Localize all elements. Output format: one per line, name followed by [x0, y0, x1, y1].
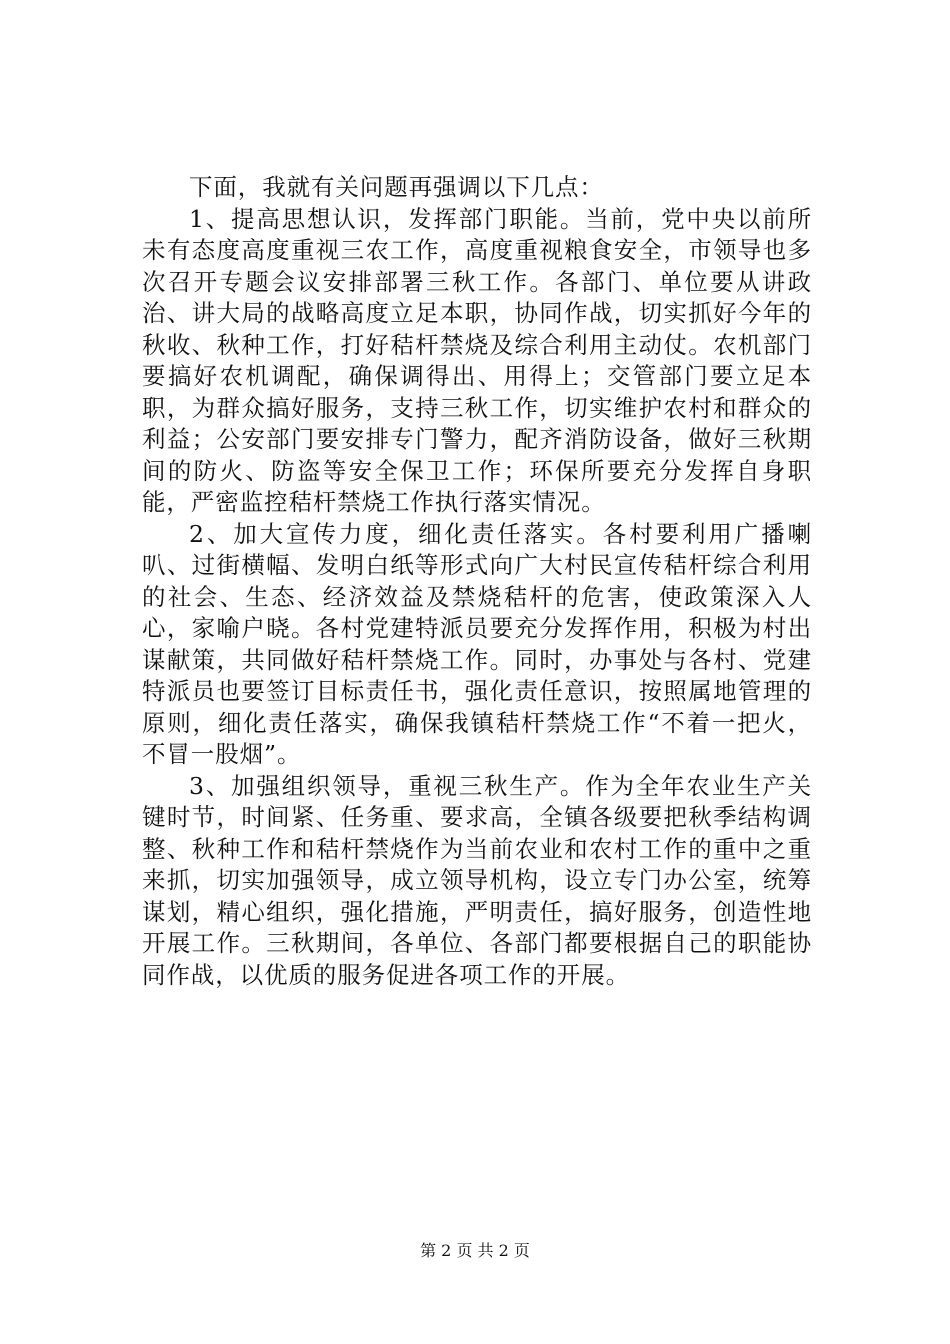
paragraph-point-3: 3、加强组织领导，重视三秋生产。作为全年农业生产关键时节，时间紧、任务重、要求高，全镇各级要把秋季结构调整、秋种工作和秸杆禁烧作为当前农业和农村工作的重中之重来抓，切实加强领导，成立领导机构，设立专门办公室，统筹谋划，精心组织，强化措施，严明责任，搞好服务，创造性地开展工作。三秋期间，各单位、各部门都要根据自己的职能协同作战，以优质的服务促进各项工作的开展。 — [142, 771, 812, 989]
paragraph-intro: 下面，我就有关问题再强调以下几点： — [189, 173, 604, 201]
paragraph-point-1: 1、提高思想认识，发挥部门职能。当前，党中央以前所未有态度高度重视三农工作，高度重视粮食安全，市领导也多次召开专题会议安排部署三秋工作。各部门、单位要从讲政治、讲大局的战略高度立足本职，协同作战，切实抓好今年的秋收、秋种工作，打好秸杆禁烧及综合利用主动仗。农机部门要搞好农机调配，确保调得出、用得上；交管部门要立足本职，为群众搞好服务，支持三秋工作，切实维护农村和群众的利益；公安部门要安排专门警力，配齐消防设备，做好三秋期间的防火、防盗等安全保卫工作；环保所要充分发挥自身职能，严密监控秸杆禁烧工作执行落实情况。 — [142, 204, 812, 516]
paragraph-point-2: 2、加大宣传力度，细化责任落实。各村要利用广播喇叭、过街横幅、发明白纸等形式向广大村民宣传秸杆综合利用的社会、生态、经济效益及禁烧秸杆的危害，使政策深入人心，家喻户晓。各村党建特派员要充分发挥作用，积极为村出谋献策，共同做好秸杆禁烧工作。同时，办事处与各村、党建特派员也要签订目标责任书，强化责任意识，按照属地管理的原则，细化责任落实，确保我镇秸杆禁烧工作“不着一把火，不冒一股烟”。 — [142, 519, 812, 768]
page-number-footer: 第 2 页 共 2 页 — [420, 1241, 530, 1260]
document-body — [142, 172, 812, 991]
